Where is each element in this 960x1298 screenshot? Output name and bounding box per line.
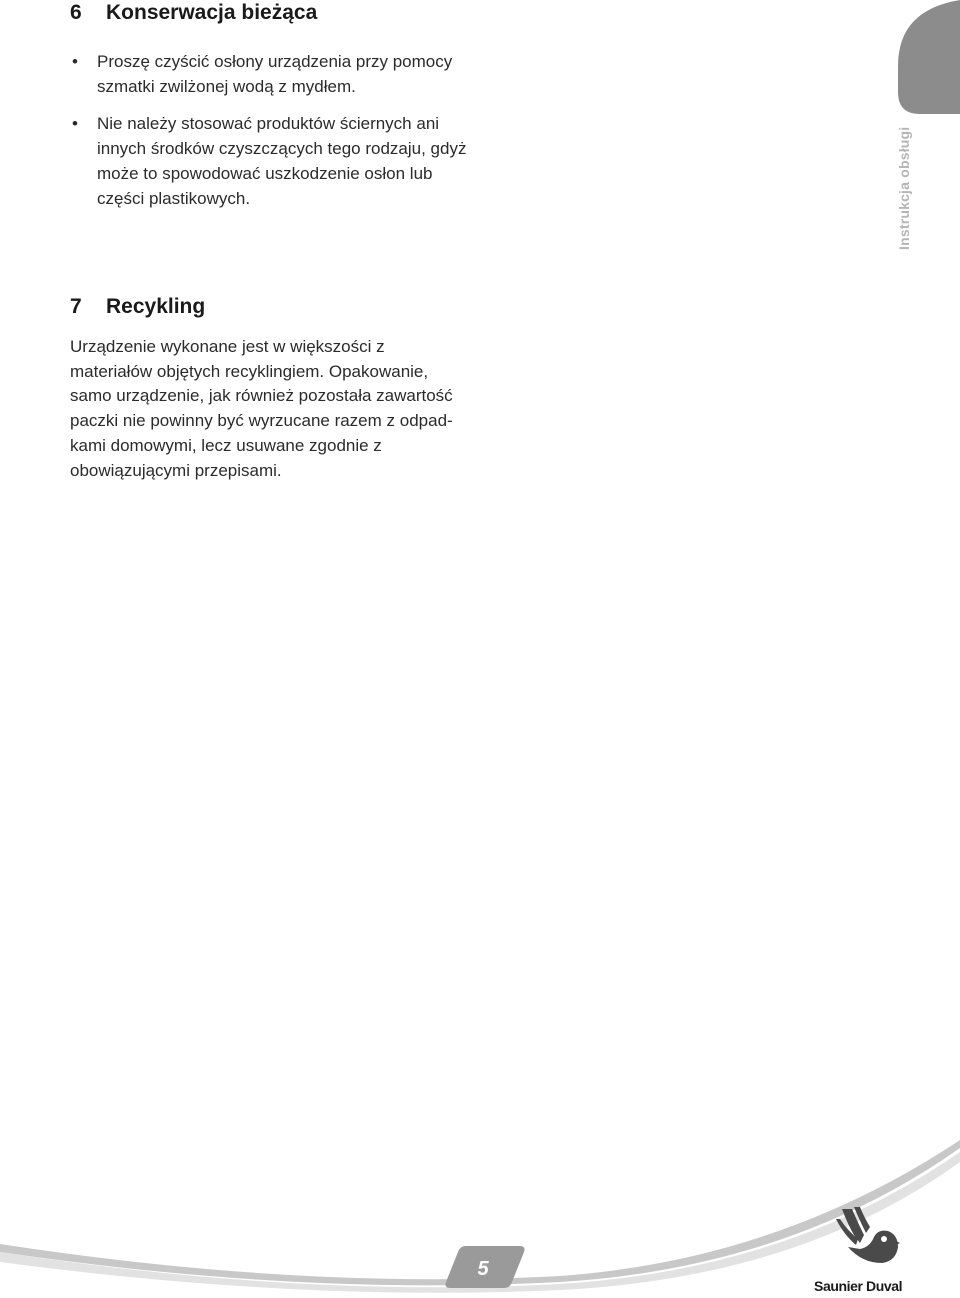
side-label: Instrukcja obsługi [896,126,912,250]
bullet-dot-icon: • [72,114,78,134]
brand-name: Saunier Duval [814,1278,903,1294]
bullet-text: Nie należy stosować produktów ściernych ani innych środków czyszczących tego rodzaju, gdyż może to spowodować uszkodzenie osłon lub części plastikowych. [97,114,467,208]
bullet-item [70,112,470,211]
section-6-title [70,0,317,26]
saunier-duval-bird-logo-icon [834,1205,900,1277]
section-7-paragraph: Urządzenie wykonane jest w większości z materiałów objętych recyklingiem. Opakowanie, samo urządzenie, jak również pozostała zawartość paczki nie powinny być wyrzucane razem z odpad-kami domowymi, lecz usuwane zgodnie z obowiązującymi przepisami. [70,337,453,480]
section-6-number: 6 [70,1,82,24]
side-tab-shape [898,0,960,114]
bullet-item [70,50,470,99]
section-7-heading: Recykling [106,295,206,318]
page-number: 5 [477,1258,489,1280]
section-7-number: 7 [70,295,82,318]
section-7-title [70,294,205,320]
bullet-text: Proszę czyścić osłony urządzenia przy pomocy szmatki zwilżonej wodą z mydłem. [97,52,453,96]
section-6-heading: Konserwacja bieżąca [106,1,318,24]
section-6-bullet-list [70,50,470,224]
bullet-dot-icon: • [72,52,78,71]
